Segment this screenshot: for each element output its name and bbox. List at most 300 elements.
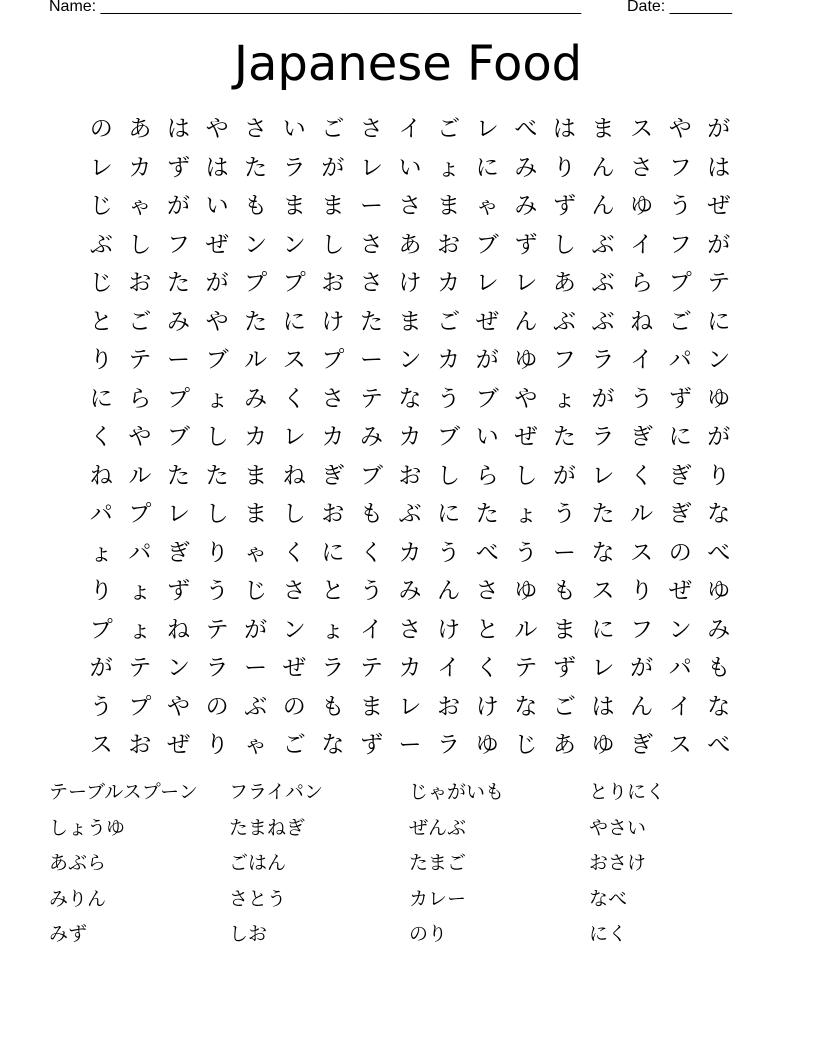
grid-letter: ぎ [166, 539, 190, 566]
grid-letter: も [359, 501, 383, 527]
grid-letter: ま [591, 116, 615, 142]
grid-letter: フ [166, 231, 190, 258]
grid-row [82, 726, 738, 765]
grid-letter: ー [552, 539, 576, 566]
grid-letter: イ [630, 347, 654, 373]
grid-letter: く [359, 539, 383, 566]
grid-letter: と [321, 578, 345, 604]
grid-letter: さ [359, 116, 383, 142]
grid-letter: カ [398, 655, 422, 681]
grid-letter: レ [166, 501, 190, 527]
word-list-item: フライパン [229, 781, 324, 803]
grid-letter: ゃ [244, 539, 268, 566]
word-list-item: じゃがいも [409, 781, 505, 803]
grid-letter: や [205, 116, 229, 142]
grid-letter: ぶ [591, 270, 615, 296]
grid-letter: ね [89, 462, 113, 489]
grid-letter: く [475, 655, 499, 681]
grid-letter: ブ [359, 462, 383, 489]
grid-letter: う [437, 385, 461, 412]
grid-letter: ブ [166, 424, 190, 450]
grid-letter: の [205, 693, 229, 720]
grid-letter: ま [244, 501, 268, 527]
grid-letter: り [205, 539, 229, 566]
grid-letter: テ [205, 616, 229, 643]
grid-letter: や [514, 385, 538, 412]
grid-letter: や [668, 116, 692, 142]
grid-letter: お [398, 462, 422, 489]
grid-letter: け [321, 308, 345, 335]
grid-letter: ゆ [707, 578, 731, 604]
grid-letter: パ [668, 655, 692, 681]
grid-letter: プ [128, 501, 152, 527]
grid-letter: が [707, 116, 731, 142]
word-list-item: テーブルスプーン [49, 781, 198, 803]
grid-letter: ン [707, 347, 731, 373]
grid-letter: お [437, 693, 461, 720]
grid-letter: イ [359, 616, 383, 643]
grid-letter: べ [707, 732, 731, 758]
grid-letter: ま [244, 462, 268, 489]
grid-letter: も [552, 578, 576, 604]
grid-letter: プ [321, 347, 345, 373]
grid-letter: プ [244, 270, 268, 296]
grid-row [82, 688, 738, 727]
grid-letter: い [205, 193, 229, 219]
grid-letter: イ [668, 693, 692, 720]
grid-letter: ず [668, 385, 692, 412]
grid-letter: ご [437, 116, 461, 142]
grid-letter: ご [282, 732, 306, 758]
grid-letter: や [128, 424, 152, 450]
grid-letter: プ [668, 270, 692, 296]
grid-letter: た [166, 462, 190, 489]
grid-letter: な [321, 732, 345, 758]
grid-letter: さ [398, 193, 422, 219]
grid-letter: ー [398, 732, 422, 758]
grid-letter: ず [166, 578, 190, 604]
grid-letter: ン [668, 616, 692, 643]
grid-letter: カ [398, 539, 422, 566]
word-list-item: たまねぎ [229, 816, 306, 839]
grid-letter: ラ [205, 655, 229, 681]
grid-letter: テ [707, 270, 731, 296]
grid-letter: ゆ [707, 385, 731, 412]
grid-letter: ン [244, 231, 268, 258]
grid-letter: と [89, 308, 113, 335]
grid-letter: く [89, 424, 113, 450]
grid-letter: が [591, 385, 615, 412]
grid-letter: ま [282, 193, 306, 219]
grid-letter: し [205, 501, 229, 527]
grid-letter: ぎ [630, 424, 654, 450]
word-list-item: みず [49, 923, 88, 945]
grid-letter: テ [359, 385, 383, 412]
word-list-item: ごはん [229, 852, 287, 874]
grid-row [82, 572, 738, 611]
grid-letter: ず [359, 732, 383, 758]
date-field-label: Date: _______ [627, 0, 732, 15]
grid-letter: り [630, 578, 654, 604]
grid-letter: さ [475, 578, 499, 604]
grid-row [82, 264, 738, 303]
grid-letter: ラ [321, 655, 345, 681]
grid-letter: う [630, 385, 654, 412]
grid-letter: な [398, 385, 422, 412]
word-list-item: おさけ [589, 852, 647, 874]
grid-letter: に [437, 501, 461, 527]
grid-letter: ね [630, 308, 654, 335]
grid-letter: や [205, 308, 229, 335]
grid-letter: パ [89, 501, 113, 527]
grid-letter: レ [359, 154, 383, 181]
grid-letter: は [166, 116, 190, 142]
grid-letter: テ [359, 655, 383, 681]
grid-letter: り [205, 732, 229, 758]
grid-letter: が [707, 424, 731, 450]
grid-letter: ゆ [514, 578, 538, 604]
grid-letter: ぜ [166, 732, 190, 758]
grid-letter: フ [552, 347, 576, 373]
word-list-item: ぜんぶ [409, 816, 467, 839]
grid-letter: み [398, 578, 422, 604]
grid-letter: ま [359, 693, 383, 720]
grid-letter: レ [475, 270, 499, 296]
grid-letter: た [166, 270, 190, 296]
grid-letter: じ [89, 193, 113, 219]
grid-letter: ら [630, 270, 654, 296]
grid-letter: く [282, 539, 306, 566]
grid-letter: の [282, 693, 306, 720]
grid-row [82, 611, 738, 650]
grid-letter: イ [398, 116, 422, 142]
grid-letter: け [475, 693, 499, 720]
grid-letter: さ [398, 616, 422, 643]
grid-letter: は [591, 693, 615, 720]
grid-letter: ぜ [707, 193, 731, 219]
grid-letter: ス [668, 732, 692, 758]
word-list-item: のり [409, 923, 448, 945]
grid-letter: ラ [437, 732, 461, 758]
grid-letter: ラ [591, 424, 615, 450]
grid-letter: ぎ [630, 732, 654, 758]
grid-letter: ー [244, 655, 268, 681]
grid-row [82, 110, 738, 149]
grid-letter: り [707, 462, 731, 489]
grid-letter: ご [128, 308, 152, 335]
grid-letter: な [707, 693, 731, 720]
grid-letter: フ [668, 154, 692, 181]
grid-letter: ン [282, 616, 306, 643]
grid-letter: レ [282, 424, 306, 450]
word-search-grid [82, 110, 738, 765]
grid-letter: け [398, 270, 422, 296]
grid-letter: ぶ [591, 231, 615, 258]
word-list-item: にく [589, 923, 628, 945]
grid-letter: レ [591, 655, 615, 681]
grid-letter: ょ [552, 385, 576, 412]
grid-letter: う [514, 539, 538, 566]
grid-letter: ス [630, 539, 654, 566]
grid-letter: ま [437, 193, 461, 219]
grid-letter: ぶ [552, 308, 576, 335]
word-list [49, 775, 769, 953]
grid-letter: ゆ [630, 193, 654, 219]
grid-letter: じ [244, 578, 268, 604]
grid-letter: さ [359, 270, 383, 296]
grid-letter: み [514, 193, 538, 219]
grid-letter: ん [630, 693, 654, 720]
word-list-item: やさい [589, 816, 647, 839]
grid-letter: に [89, 385, 113, 412]
grid-letter: う [437, 539, 461, 566]
grid-letter: ん [514, 308, 538, 335]
grid-row [82, 341, 738, 380]
grid-letter: フ [668, 231, 692, 258]
grid-letter: く [282, 385, 306, 412]
grid-letter: カ [437, 347, 461, 373]
grid-letter: に [321, 539, 345, 566]
grid-row [82, 649, 738, 688]
grid-letter: ゃ [475, 193, 499, 219]
grid-letter: も [321, 693, 345, 720]
grid-letter: も [244, 193, 268, 219]
grid-letter: ス [591, 578, 615, 604]
grid-letter: ご [321, 116, 345, 142]
grid-letter: た [205, 462, 229, 489]
grid-letter: プ [89, 616, 113, 643]
grid-row [82, 418, 738, 457]
grid-letter: ん [591, 193, 615, 219]
word-list-item: しお [229, 923, 268, 945]
grid-letter: ン [282, 231, 306, 258]
grid-letter: テ [514, 655, 538, 681]
grid-letter: が [630, 655, 654, 681]
grid-row [82, 380, 738, 419]
grid-letter: カ [398, 424, 422, 450]
word-list-item: みりん [49, 887, 107, 910]
word-list-item: あぶら [49, 852, 107, 874]
grid-row [82, 457, 738, 496]
grid-letter: ー [359, 193, 383, 219]
grid-letter: が [205, 270, 229, 296]
grid-letter: ゆ [514, 347, 538, 373]
grid-letter: ぎ [668, 462, 692, 489]
grid-letter: が [89, 655, 113, 681]
grid-letter: お [321, 501, 345, 527]
grid-letter: ス [282, 347, 306, 373]
grid-letter: り [552, 154, 576, 181]
grid-letter: う [668, 193, 692, 219]
word-list-item: さとう [229, 887, 287, 910]
grid-letter: ブ [475, 385, 499, 412]
grid-letter: た [552, 424, 576, 450]
grid-letter: ン [398, 347, 422, 373]
grid-letter: り [89, 578, 113, 604]
grid-letter: じ [89, 270, 113, 296]
grid-letter: ね [166, 616, 190, 643]
grid-letter: ご [437, 308, 461, 335]
grid-letter: ょ [89, 539, 113, 566]
grid-letter: プ [282, 270, 306, 296]
grid-letter: に [475, 154, 499, 181]
grid-letter: し [282, 501, 306, 527]
grid-letter: さ [630, 154, 654, 181]
grid-letter: さ [359, 231, 383, 258]
grid-letter: ラ [591, 347, 615, 373]
grid-letter: や [166, 693, 190, 720]
grid-letter: の [668, 539, 692, 566]
grid-letter: も [707, 655, 731, 681]
grid-letter: ぶ [591, 308, 615, 335]
grid-letter: の [89, 116, 113, 142]
grid-letter: ょ [437, 154, 461, 181]
grid-letter: カ [244, 424, 268, 450]
grid-letter: し [205, 424, 229, 450]
grid-letter: が [475, 347, 499, 373]
grid-letter: り [89, 347, 113, 373]
grid-letter: フ [630, 616, 654, 643]
grid-letter: ラ [282, 154, 306, 181]
grid-row [82, 187, 738, 226]
grid-letter: ず [514, 231, 538, 258]
grid-letter: ょ [205, 385, 229, 412]
grid-letter: ル [630, 501, 654, 527]
word-list-item: なべ [589, 887, 628, 910]
grid-letter: ず [166, 154, 190, 181]
grid-row [82, 303, 738, 342]
grid-letter: レ [514, 270, 538, 296]
grid-letter: パ [128, 539, 152, 566]
grid-letter: ル [244, 347, 268, 373]
grid-letter: ず [552, 655, 576, 681]
grid-letter: べ [475, 539, 499, 566]
grid-letter: レ [591, 462, 615, 489]
grid-letter: ま [321, 193, 345, 219]
word-list-item: たまご [409, 852, 467, 874]
grid-letter: ぜ [205, 231, 229, 258]
grid-letter: に [591, 616, 615, 643]
grid-letter: お [128, 270, 152, 296]
grid-letter: ょ [514, 501, 538, 527]
grid-letter: ス [630, 116, 654, 142]
grid-letter: じ [514, 732, 538, 758]
grid-letter: あ [552, 732, 576, 758]
grid-letter: ん [591, 154, 615, 181]
grid-letter: う [359, 578, 383, 604]
grid-letter: さ [282, 578, 306, 604]
grid-letter: た [244, 308, 268, 335]
grid-letter: ぜ [514, 424, 538, 450]
grid-letter: ゆ [475, 732, 499, 758]
grid-row [82, 495, 738, 534]
grid-letter: ぎ [668, 501, 692, 527]
grid-letter: し [437, 462, 461, 489]
grid-letter: み [707, 616, 731, 643]
grid-letter: た [475, 501, 499, 527]
grid-letter: が [552, 462, 576, 489]
grid-letter: し [321, 231, 345, 258]
grid-letter: み [166, 308, 190, 335]
grid-letter: け [437, 616, 461, 643]
grid-letter: ゃ [128, 193, 152, 219]
grid-letter: み [244, 385, 268, 412]
grid-letter: ぜ [668, 578, 692, 604]
grid-letter: ル [514, 616, 538, 643]
word-list-item: しょうゆ [49, 816, 126, 839]
grid-letter: な [514, 693, 538, 720]
grid-letter: あ [128, 116, 152, 142]
grid-letter: お [321, 270, 345, 296]
grid-letter: ル [128, 462, 152, 489]
grid-letter: お [437, 231, 461, 258]
grid-letter: ぶ [244, 693, 268, 720]
grid-letter: は [205, 154, 229, 181]
grid-letter: ブ [437, 424, 461, 450]
grid-letter: な [591, 539, 615, 566]
grid-letter: た [244, 154, 268, 181]
grid-letter: み [514, 154, 538, 181]
grid-letter: プ [128, 693, 152, 720]
grid-letter: な [707, 501, 731, 527]
grid-letter: ゆ [591, 732, 615, 758]
grid-letter: パ [668, 347, 692, 373]
grid-letter: カ [321, 424, 345, 450]
grid-letter: は [707, 154, 731, 181]
grid-letter: う [205, 578, 229, 604]
grid-letter: ご [668, 308, 692, 335]
grid-letter: べ [514, 116, 538, 142]
grid-letter: カ [437, 270, 461, 296]
grid-letter: ぶ [398, 501, 422, 527]
grid-letter: ま [552, 616, 576, 643]
grid-letter: あ [552, 270, 576, 296]
name-field-label: Name: ______________________________________________________ [49, 0, 582, 15]
grid-letter: た [591, 501, 615, 527]
grid-letter: カ [128, 154, 152, 181]
grid-letter: み [359, 424, 383, 450]
grid-letter: レ [89, 154, 113, 181]
grid-letter: が [321, 154, 345, 181]
grid-letter: ご [552, 693, 576, 720]
grid-letter: レ [398, 693, 422, 720]
grid-letter: ぎ [321, 462, 345, 489]
grid-letter: ゃ [244, 732, 268, 758]
grid-letter: し [552, 231, 576, 258]
grid-letter: い [282, 116, 306, 142]
grid-letter: あ [398, 231, 422, 258]
grid-row [82, 226, 738, 265]
grid-letter: ら [475, 462, 499, 489]
word-list-item: とりにく [589, 781, 666, 803]
grid-letter: ま [398, 308, 422, 335]
grid-letter: ン [166, 655, 190, 681]
grid-letter: テ [128, 655, 152, 681]
grid-letter: お [128, 732, 152, 758]
grid-letter: が [166, 193, 190, 219]
grid-letter: が [244, 616, 268, 643]
grid-letter: た [359, 308, 383, 335]
grid-letter: ぜ [282, 655, 306, 681]
grid-letter: し [514, 462, 538, 489]
grid-letter: ら [128, 385, 152, 412]
grid-letter: レ [475, 116, 499, 142]
grid-letter: う [89, 693, 113, 720]
grid-letter: イ [437, 655, 461, 681]
grid-letter: が [707, 231, 731, 258]
grid-letter: し [128, 231, 152, 258]
grid-letter: ょ [128, 578, 152, 604]
